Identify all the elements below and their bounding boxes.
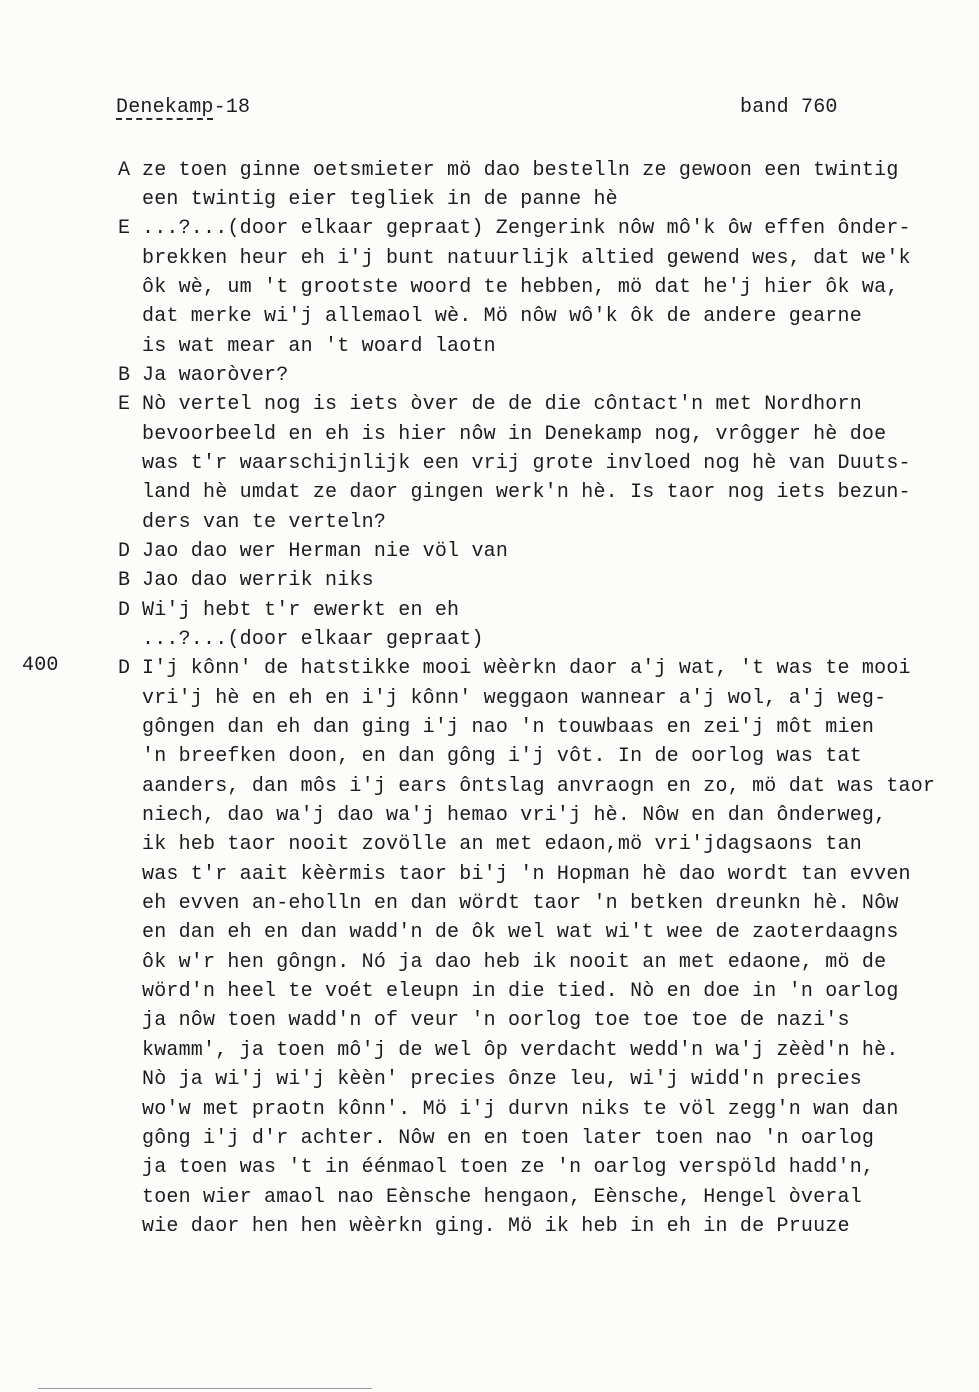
speaker-indent [118,918,142,947]
transcript-line-text: ja toen was 't in éénmaol toen ze 'n oarlog verspöld hadd'n, [142,1156,875,1180]
transcript-continuation-line [118,830,968,859]
transcript-line-text: eh evven an-eholln en dan wördt taor 'n betken dreunkn hè. Nôw [142,892,899,916]
document-title: Denekamp-18 [116,93,250,122]
transcript-continuation-line [118,1212,968,1241]
transcript-turn [118,214,968,243]
speaker-indent [118,244,142,273]
speaker-label: D [118,657,131,681]
speaker-indent [118,1124,142,1153]
transcript-line-text: Jao dao werrik niks [142,569,374,593]
transcript-continuation-line [118,1095,968,1124]
speaker-label: E [118,217,131,241]
transcript-line-text: Nò vertel nog is iets òver de de die côntact'n met Nordhorn [142,393,862,417]
transcript-line-text: kwamm', ja toen mô'j de wel ôp verdacht wedd'n wa'j zèèd'n hè. [142,1038,899,1062]
transcript-turn [118,566,968,595]
speaker-indent [118,684,142,713]
speaker-indent [118,1036,142,1065]
transcript-line-text: I'j kônn' de hatstikke mooi wèèrkn daor a'j wat, 't was te mooi [142,657,911,681]
speaker-indent [118,478,142,507]
transcript-line-text: is wat mear an 't woard laotn [142,334,496,358]
transcript-continuation-line [118,332,968,361]
margin-counter-number: 400 [22,654,59,678]
transcript-line-text: niech, dao wa'j dao wa'j hemao vri'j hè. Nôw en dan ônderweg, [142,804,887,828]
transcript-line-text: vri'j hè en eh en i'j kônn' weggaon wannear a'j wol, a'j weg- [142,686,887,710]
transcript-line-text: een twintig eier tegliek in de panne hè [142,187,618,211]
speaker-label: B [118,569,131,593]
speaker-indent [118,449,142,478]
transcript-continuation-line [118,478,968,507]
speaker-label: A [118,158,131,182]
transcript-continuation-line [118,772,968,801]
speaker-indent [118,742,142,771]
transcript-continuation-line [118,625,968,654]
transcript-line-text: Ja waoròver? [142,363,289,387]
speaker-indent [118,948,142,977]
transcript-line-text: ik heb taor nooit zovölle an met edaon,mö vri'jdagsaons tan [142,833,862,857]
speaker-indent [118,1153,142,1182]
transcript-line-text: aanders, dan môs i'j ears ôntslag anvraogn en zo, mö dat was taor [142,774,936,798]
transcript-line-text: ders van te verteln? [142,510,387,534]
scan-edge-line [38,1388,372,1389]
transcript-line-text: toen wier amaol nao Eènsche hengaon, Eènsche, Hengel òveral [142,1185,862,1209]
speaker-indent [118,860,142,889]
transcript-body [22,156,968,1242]
transcript-continuation-line [118,1183,968,1212]
transcript-continuation-line [118,302,968,331]
transcript-continuation-line [118,801,968,830]
speaker-indent [118,1183,142,1212]
speaker-label: B [118,363,131,387]
transcript-line-text: wo'w met praotn kônn'. Mö i'j durvn niks te völ zegg'n wan dan [142,1097,899,1121]
transcript-line-text: brekken heur eh i'j bunt natuurlijk altied gewend wes, dat we'k [142,246,911,270]
speaker-indent [118,625,142,654]
speaker-indent [118,1095,142,1124]
transcript-continuation-line [118,713,968,742]
transcript-continuation-line [118,1036,968,1065]
transcript-continuation-line [118,1124,968,1153]
transcript-line-text: gôngen dan eh dan ging i'j nao 'n touwbaas en zei'j môt mien [142,716,875,740]
transcript-continuation-line [118,889,968,918]
transcript-line-text: ja nôw toen wadd'n of veur 'n oorlog toe toe toe de nazi's [142,1009,850,1033]
transcript-continuation-line [118,1065,968,1094]
transcript-continuation-line [118,244,968,273]
speaker-indent [118,332,142,361]
speaker-indent [118,302,142,331]
speaker-indent [118,1212,142,1241]
speaker-label: D [118,598,131,622]
transcript-line-text: Nò ja wi'j wi'j kèèn' precies ônze leu, wi'j widd'n precies [142,1068,862,1092]
transcript-line-text: en dan eh en dan wadd'n de ôk wel wat wi't wee de zaoterdaagns [142,921,899,945]
transcript-continuation-line [118,860,968,889]
transcript-line-text: was t'r waarschijnlijk een vrij grote invloed nog hè van Duuts- [142,451,911,475]
speaker-indent [118,1065,142,1094]
transcript-continuation-line [118,948,968,977]
transcript-continuation-line [118,185,968,214]
transcript-line-text: gông i'j d'r achter. Nôw en en toen later toen nao 'n oarlog [142,1126,875,1150]
speaker-indent [118,801,142,830]
transcript-continuation-line [118,273,968,302]
transcript-line-text: wie daor hen hen wèèrkn ging. Mö ik heb in eh in de Pruuze [142,1214,850,1238]
transcript-turn [118,156,968,185]
transcript-line-text: ôk wè, um 't grootste woord te hebben, mö dat he'j hier ôk wa, [142,275,899,299]
speaker-indent [118,713,142,742]
transcript-line-text: ôk w'r hen gôngn. Nó ja dao heb ik nooit an met edaone, mö de [142,950,887,974]
transcript-line-text: ze toen ginne oetsmieter mö dao bestelln ze gewoon een twintig [142,158,899,182]
transcript-line-text: land hè umdat ze daor gingen werk'n hè. Is taor nog iets bezun- [142,481,911,505]
transcript-turn [118,596,968,625]
transcript-line-text: wörd'n heel te voét eleupn in die tied. Nò en doe in 'n oarlog [142,980,899,1004]
transcript-line-text: Jao dao wer Herman nie völ van [142,539,509,563]
transcript-continuation-line [118,420,968,449]
speaker-indent [118,977,142,1006]
transcript-continuation-line [118,742,968,771]
transcript-turn [22,654,968,683]
transcript-line-text: bevoorbeeld en eh is hier nôw in Denekamp nog, vrôgger hè doe [142,422,887,446]
speaker-indent [118,185,142,214]
transcript-line-text: ...?...(door elkaar gepraat) Zengerink nôw mô'k ôw effen ônder- [142,217,911,241]
transcript-continuation-line [118,449,968,478]
speaker-indent [118,889,142,918]
speaker-indent [118,772,142,801]
transcript-line-text: ...?...(door elkaar gepraat) [142,628,484,651]
transcript-line-text: 'n breefken doon, en dan gông i'j vôt. In de oorlog was tat [142,745,862,769]
speaker-indent [118,420,142,449]
speaker-indent [118,1006,142,1035]
transcript-continuation-line [118,1006,968,1035]
speaker-indent [118,830,142,859]
speaker-indent [118,508,142,537]
speaker-label: E [118,393,131,417]
speaker-label: D [118,539,131,563]
transcript-turn [118,537,968,566]
transcript-line-text: was t'r aait kèèrmis taor bi'j 'n Hopman hè dao wordt tan evven [142,862,911,886]
speaker-indent [118,273,142,302]
transcript-line-text: Wi'j hebt t'r ewerkt en eh [142,598,460,622]
transcript-continuation-line [118,918,968,947]
tape-number: band 760 [740,96,838,119]
transcript-continuation-line [118,977,968,1006]
transcript-turn [118,390,968,419]
transcript-continuation-line [118,1153,968,1182]
transcript-continuation-line [118,684,968,713]
transcript-turn [118,361,968,390]
transcript-line-text: dat merke wi'j allemaol wè. Mö nôw wô'k ôk de andere gearne [142,305,862,329]
transcript-continuation-line [118,508,968,537]
